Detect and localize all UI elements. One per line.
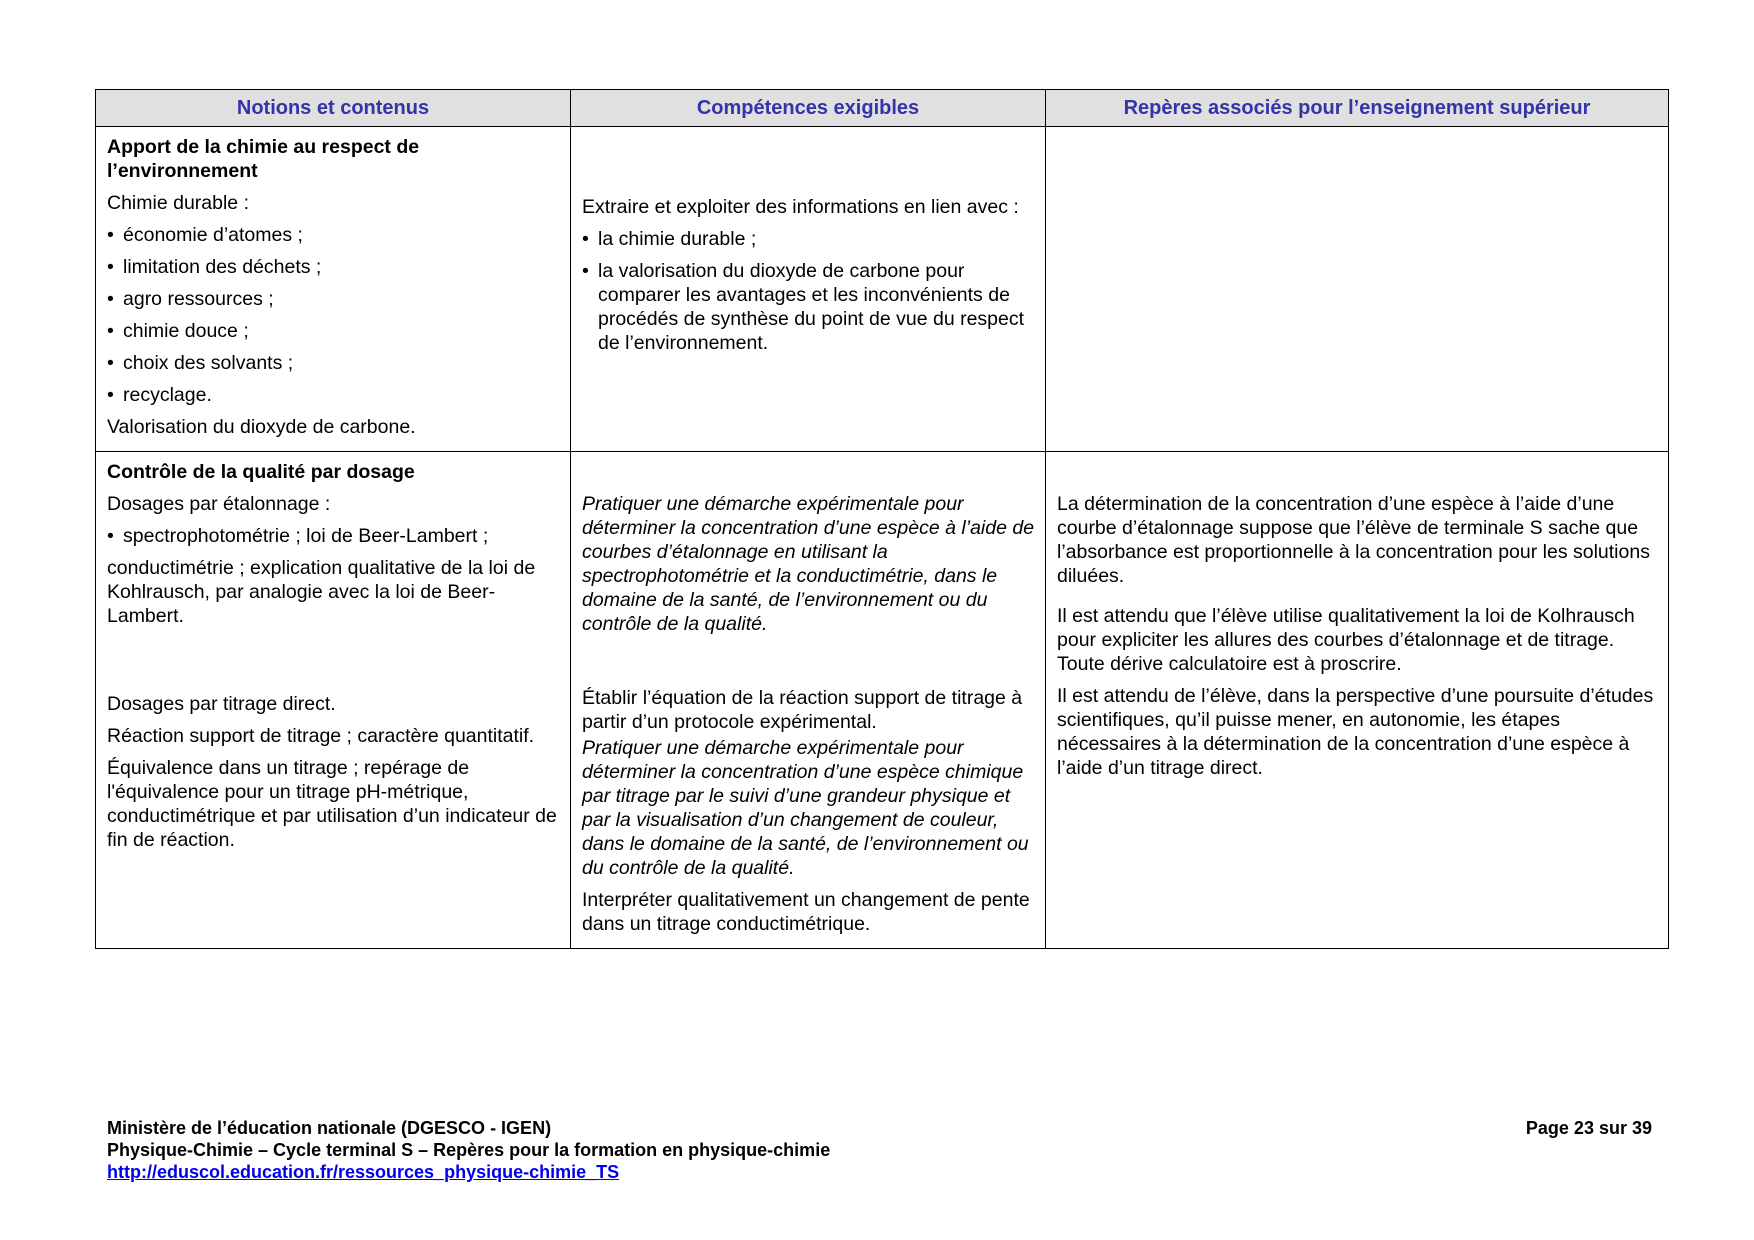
list-item: • recyclage. — [107, 383, 560, 407]
header-reperes: Repères associés pour l’enseignement supérieur — [1046, 90, 1669, 127]
notion-outro: Valorisation du dioxyde de carbone. — [107, 416, 416, 438]
spacer — [582, 644, 1035, 686]
list-item: • chimie douce ; — [107, 319, 560, 343]
cell-notions — [96, 452, 571, 949]
cell-competences — [571, 452, 1046, 949]
notion-intro: Chimie durable : — [107, 192, 249, 214]
curriculum-table — [95, 89, 1669, 949]
notion-text: Dosages par titrage direct. — [107, 693, 336, 715]
notion-text: Équivalence dans un titrage ; repérage de l'équivalence pour un titrage pH-métrique, conductimétrique et par utilisation d’un indicateur de fin de réaction. — [107, 757, 557, 851]
table-row — [96, 452, 1669, 949]
notion-text: Dosages par étalonnage : — [107, 493, 331, 515]
repere-text: La détermination de la concentration d’une espèce à l’aide d’une courbe d’étalonnage suppose que l’élève de terminale S sache que l’absorbance est proportionnelle à la concentration pour les solutions diluées. — [1057, 493, 1650, 587]
list-item: • spectrophotométrie ; loi de Beer-Lambert ; — [107, 524, 560, 548]
list-item: • choix des solvants ; — [107, 351, 560, 375]
footer-subtitle: Physique-Chimie – Cycle terminal S – Repères pour la formation en physique-chimie — [107, 1140, 831, 1160]
table-header-row — [96, 90, 1669, 127]
footer-ministry: Ministère de l’éducation nationale (DGESCO - IGEN) — [107, 1118, 552, 1138]
competence-text: Pratiquer une démarche expérimentale pour déterminer la concentration d’une espèce chimique par titrage par le suivi d’une grandeur physique et par la visualisation d’un changement de couleur, dans le domaine de la santé, de l’environnement ou du contrôle de la qualité. — [582, 737, 1029, 879]
competence-text: Établir l’équation de la réaction support de titrage à partir d’un protocole expérimental. — [582, 687, 1023, 733]
notion-text: conductimétrie ; explication qualitative de la loi de Kohlrausch, par analogie avec la loi de Beer-Lambert. — [107, 557, 536, 627]
repere-text: Il est attendu de l’élève, dans la perspective d’une poursuite d’études scientifiques, qu’il puisse mener, en autonomie, les étapes nécessaires à la détermination de la concentration d’une espèce à l’aide d’un titrage direct. — [1057, 685, 1654, 779]
header-competences: Compétences exigibles — [571, 90, 1046, 127]
notion-text: Réaction support de titrage ; caractère quantitatif. — [107, 725, 535, 747]
competence-intro: Extraire et exploiter des informations en lien avec : — [582, 196, 1019, 218]
cell-competences — [571, 127, 1046, 452]
section-title: Apport de la chimie au respect de l’environnement — [107, 136, 420, 182]
list-item: • agro ressources ; — [107, 287, 560, 311]
list-item: • la valorisation du dioxyde de carbone pour comparer les avantages et les inconvénients de procédés de synthèse du point de vue du respect de l’environnement. — [582, 259, 1035, 355]
competence-text: Pratiquer une démarche expérimentale pour déterminer la concentration d’une espèce à l’aide de courbes d’étalonnage en utilisant la spectrophotométrie et la conductimétrie, dans le domaine de la santé, de l’environnement ou du contrôle de la qualité. — [582, 493, 1035, 635]
section-title: Contrôle de la qualité par dosage — [107, 461, 415, 483]
repere-text: Il est attendu que l’élève utilise qualitativement la loi de Kolhrausch pour expliciter les allures des courbes d’étalonnage et de titrage. Toute dérive calculatoire est à proscrire. — [1057, 605, 1635, 675]
list-item: • économie d’atomes ; — [107, 223, 560, 247]
footer-link[interactable]: http://eduscol.education.fr/ressources_physique-chimie_TS — [107, 1162, 620, 1182]
cell-reperes — [1046, 127, 1669, 452]
table-row — [96, 127, 1669, 452]
page-number: Page 23 sur 39 — [1525, 1118, 1652, 1138]
list-item: • limitation des déchets ; — [107, 255, 560, 279]
competence-text: Interpréter qualitativement un changement de pente dans un titrage conductimétrique. — [582, 889, 1030, 935]
header-notions: Notions et contenus — [96, 90, 571, 127]
cell-reperes — [1046, 452, 1669, 949]
cell-notions — [96, 127, 571, 452]
list-item: • la chimie durable ; — [582, 227, 1035, 251]
spacer — [107, 636, 560, 692]
page-footer — [107, 1117, 1652, 1183]
